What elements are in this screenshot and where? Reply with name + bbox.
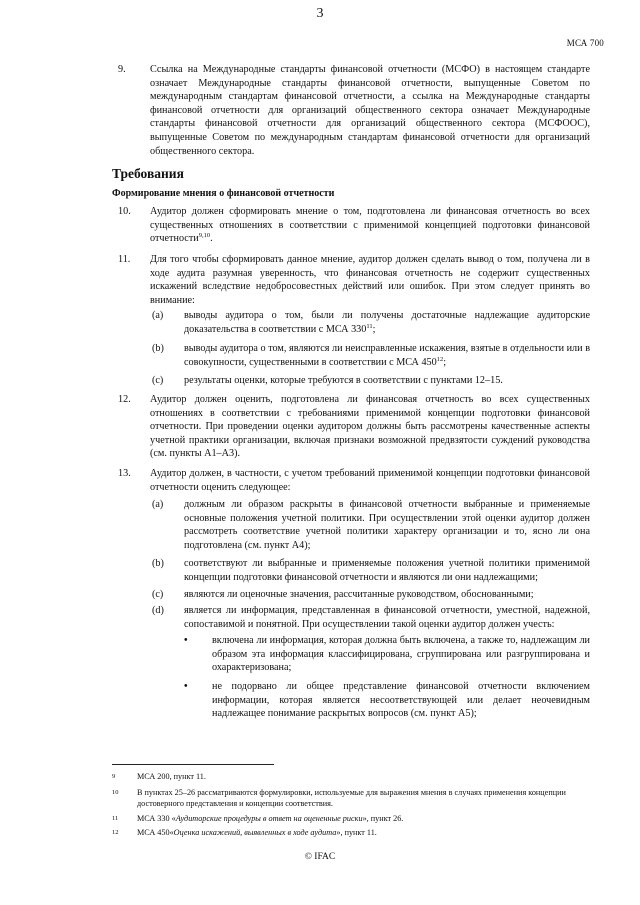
subsection-heading-opinion: Формирование мнения о финансовой отчетности xyxy=(112,188,335,199)
subitem-body: выводы аудитора о том, были ли получены достаточные надлежащие аудиторские доказательства в соответствии с МСА 330 xyxy=(184,310,590,335)
paragraph-text: Аудитор должен оценить, подготовлена ли финансовая отчетность во всех существенных отношениях в соответствии с требованиями применимой концепции подготовки финансовой отчетности. При проведении оценки аудитором должны быть рассмотрены качественные аспекты учетной практики организации, включая признаки возможной предвзятости суждений руководства (см. пункты А1–А3). xyxy=(150,394,590,460)
subitem-text: результаты оценки, которые требуются в соответствии с пунктами 12–15. xyxy=(184,375,503,386)
footnote-title: Оценка искажений, выявленных в ходе аудита xyxy=(173,828,337,837)
footnote-text: МСА 200, пункт 11. xyxy=(137,772,206,781)
footnote-text xyxy=(137,813,607,824)
footnote-separator xyxy=(112,764,274,765)
subitem-13a xyxy=(152,498,590,556)
footnote-prefix: МСА 450« xyxy=(137,828,174,837)
subitem-label: (a) xyxy=(152,310,164,321)
subitem-11a xyxy=(152,309,590,339)
subitem-text: являются ли оценочные значения, рассчитанные руководством, обоснованными; xyxy=(184,589,534,600)
bullet-item-1 xyxy=(184,634,590,678)
page-number: 3 xyxy=(316,6,324,21)
bullet-text: включена ли информация, которая должна быть включена, а также то, надлежащим ли образом эта информация классифицирована, сгруппирована или разгруппирована и охарактеризована; xyxy=(212,635,590,674)
footnote-suffix: », пункт 11. xyxy=(336,828,377,837)
paragraph-number: 13. xyxy=(118,468,131,479)
subitem-11b xyxy=(152,342,590,372)
paragraph-text: Для того чтобы сформировать данное мнение, аудитор должен сделать вывод о том, получена ли в ходе аудита разумная уверенность, что финансовая отчетность не содержит существенных искажений вследствие недобросовестных действий или ошибок. При этом следует принять во внимание: xyxy=(150,254,590,306)
paragraph-number: 11. xyxy=(118,254,131,265)
subitem-13c xyxy=(152,588,590,604)
paragraph-10 xyxy=(118,205,590,249)
footnote-10 xyxy=(112,787,607,811)
subitem-text xyxy=(184,342,590,369)
subitem-label: (a) xyxy=(152,499,164,510)
paragraph-11 xyxy=(118,253,590,309)
subitem-label: (c) xyxy=(152,589,164,600)
subitem-tail: ; xyxy=(443,356,447,368)
footnote-number: 11 xyxy=(112,815,119,822)
subitem-text: является ли информация, представленная в финансовой отчетности, уместной, надежной, сопоставимой и понятной. При осуществлении такой оценки аудитор должен учесть: xyxy=(184,605,590,630)
subitem-13b xyxy=(152,557,590,587)
paragraph-number: 10. xyxy=(118,206,131,217)
paragraph-tail: . xyxy=(210,233,213,245)
paragraph-9 xyxy=(118,63,590,163)
subitem-text: должным ли образом раскрыты в финансовой отчетности выбранные и применяемые основные положения учетной политики. При осуществлении этой оценки аудитор должен рассмотреть соответствие учетной политики характеру организации и то, ясно ли она подготовлена (см. пункт А4); xyxy=(184,499,590,551)
bullet-text: не подорвано ли общее представление финансовой отчетности включением информации, которая является несоответствующей или делает неочевидным надлежащее понимание раскрытых вопросов (см. пункт А5); xyxy=(212,681,590,720)
subitem-tail: ; xyxy=(372,323,376,335)
footnote-ref: 11 xyxy=(366,322,373,330)
subitem-label: (c) xyxy=(152,375,164,386)
subitem-body: выводы аудитора о том, являются ли неисправленные искажения, взятые в отдельности или в совокупности, существенными в соответствии с МСА 450 xyxy=(184,343,590,368)
subitem-label: (d) xyxy=(152,605,164,616)
copyright-footer: © IFAC xyxy=(304,852,336,862)
paragraph-body: Аудитор должен сформировать мнение о том, подготовлена ли финансовая отчетность во всех существенных отношениях в соответствии с применимой концепцией подготовки финансовой отчетности xyxy=(150,206,590,245)
bullet-marker: • xyxy=(184,681,188,692)
subitem-13d xyxy=(152,604,590,634)
footnote-title: Аудиторские процедуры в ответ на оцененные риски xyxy=(175,814,363,823)
footnote-ref: 9,10 xyxy=(198,232,211,240)
paragraph-number: 12. xyxy=(118,394,131,405)
bullet-item-2 xyxy=(184,680,590,724)
footnote-prefix: МСА 330 « xyxy=(137,814,176,823)
subitem-label: (b) xyxy=(152,558,164,569)
footnote-12 xyxy=(112,827,607,839)
paragraph-number: 9. xyxy=(118,64,126,75)
paragraph-text: Аудитор должен, в частности, с учетом требований применимой концепции подготовки финансовой отчетности оценить следующее: xyxy=(150,468,590,493)
footnote-suffix: », пункт 26. xyxy=(362,814,404,823)
paragraph-text xyxy=(150,205,590,246)
subitem-text xyxy=(184,309,590,336)
footnote-number: 9 xyxy=(112,773,116,780)
footnote-number: 10 xyxy=(112,789,119,796)
subitem-label: (b) xyxy=(152,343,164,354)
footnote-number: 12 xyxy=(112,829,119,836)
footnote-text: В пунктах 25–26 рассматриваются формулировки, используемые для выражения мнения в случаях применения концепции достоверного представления и концепции соответствия. xyxy=(137,788,566,808)
footnote-9 xyxy=(112,771,607,783)
paragraph-12 xyxy=(118,393,590,463)
footnote-ref: 12 xyxy=(436,355,444,363)
subitem-11c xyxy=(152,374,590,390)
bullet-marker: • xyxy=(184,635,188,646)
paragraph-text: Ссылка на Международные стандарты финансовой отчетности (МСФО) в настоящем стандарте означает Международные стандарты финансовой отчетности, выпущенные Советом по международным стандартам финансовой отчетности, а ссылка на Международные стандарты финансовой отчетности для организаций общественного сектора означает Международные стандарты финансовой отчетности для организаций общественного сектора (МСФООС), выпущенные Советом по международным стандартам финансовой отчетности для организаций общественного сектора. xyxy=(150,64,590,157)
paragraph-13 xyxy=(118,467,590,497)
footnote-11 xyxy=(112,813,607,825)
standard-code-header: МСА 700 xyxy=(566,38,604,48)
subitem-text: соответствуют ли выбранные и применяемые положения учетной политики применимой концепции подготовки финансовой отчетности и являются ли они надлежащими; xyxy=(184,558,590,583)
section-heading-requirements: Требования xyxy=(112,166,184,181)
footnote-text xyxy=(137,827,607,838)
